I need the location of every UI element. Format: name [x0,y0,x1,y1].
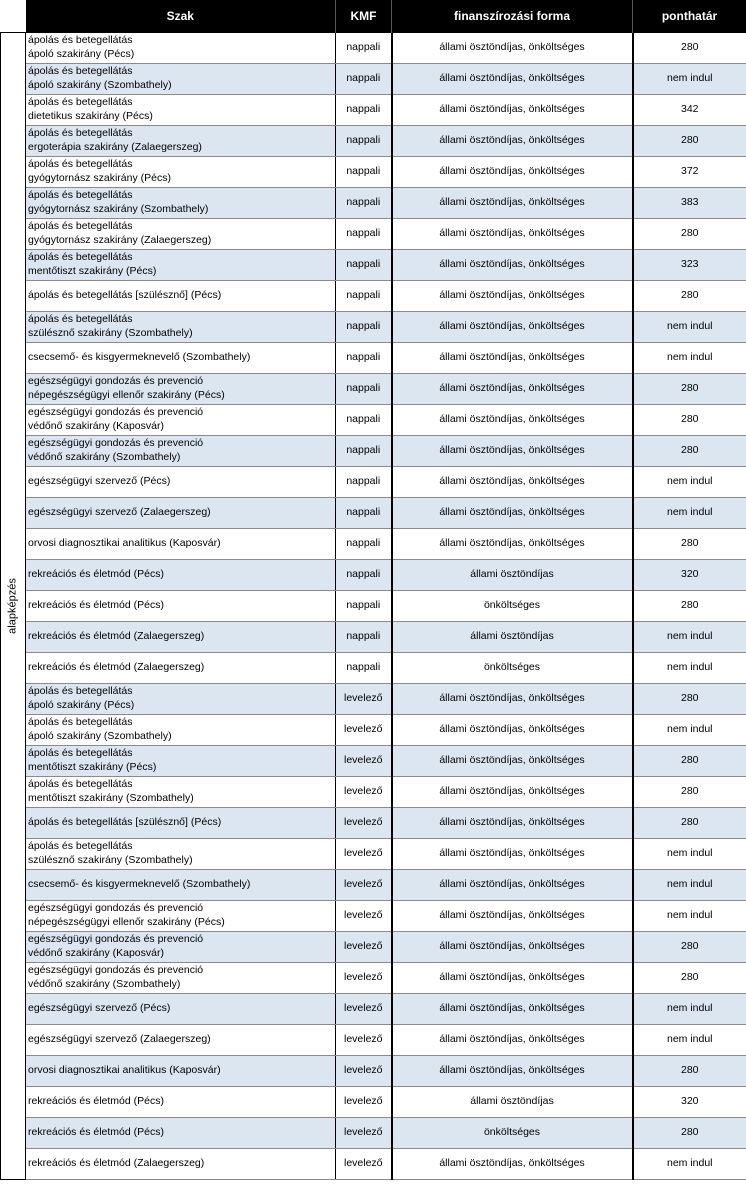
cell-ponthatar: nem indul [633,63,746,94]
szak-line-1: ápolás és betegellátás [28,189,133,201]
cell-ponthatar: nem indul [633,869,746,900]
cell-szak [26,590,336,621]
cell-kmf: nappali [336,94,392,125]
cell-finanszirozasi-forma: állami ösztöndíjas, önköltséges [392,869,633,900]
cell-ponthatar: nem indul [633,342,746,373]
cell-ponthatar: 280 [633,590,746,621]
szak-line-1: egészségügyi gondozás és prevenció [28,964,204,976]
cell-szak [26,838,336,869]
szak-line-1: rekreációs és életmód (Pécs) [28,598,164,611]
table-row [1,559,746,590]
table-row [1,1117,746,1148]
cell-szak [26,559,336,590]
cell-kmf: levelező [336,807,392,838]
cell-kmf: nappali [336,590,392,621]
cell-szak [26,1086,336,1117]
cell-finanszirozasi-forma: állami ösztöndíjas, önköltséges [392,466,633,497]
cell-kmf: levelező [336,1117,392,1148]
cell-finanszirozasi-forma: állami ösztöndíjas, önköltséges [392,745,633,776]
cell-kmf: nappali [336,621,392,652]
cell-finanszirozasi-forma: állami ösztöndíjas, önköltséges [392,156,633,187]
cell-szak [26,33,336,64]
cell-finanszirozasi-forma: állami ösztöndíjas, önköltséges [392,435,633,466]
szak-line-2: szülésznő szakirány (Szombathely) [28,853,193,866]
cell-finanszirozasi-forma: állami ösztöndíjas, önköltséges [392,962,633,993]
cell-ponthatar: 280 [633,373,746,404]
cell-finanszirozasi-forma: állami ösztöndíjas, önköltséges [392,311,633,342]
szak-line-2: dietetikus szakirány (Pécs) [28,109,153,122]
cell-szak [26,497,336,528]
table-row [1,1024,746,1055]
cell-szak [26,156,336,187]
cell-kmf: levelező [336,962,392,993]
szak-line-1: rekreációs és életmód (Zalaegerszeg) [28,629,205,642]
cell-kmf: nappali [336,559,392,590]
szak-line-2: ápoló szakirány (Pécs) [28,47,135,60]
szak-line-1: egészségügyi szervező (Zalaegerszeg) [28,505,211,518]
cell-szak [26,931,336,962]
szak-line-1: csecsemő- és kisgyermeknevelő (Szombathely) [28,350,251,363]
cell-szak [26,94,336,125]
table-row [1,342,746,373]
cell-kmf: levelező [336,1024,392,1055]
cell-szak [26,404,336,435]
cell-szak [26,869,336,900]
cell-kmf: levelező [336,869,392,900]
szak-line-1: ápolás és betegellátás [28,65,133,77]
cell-szak [26,528,336,559]
cell-szak [26,125,336,156]
cell-kmf: levelező [336,1055,392,1086]
cell-ponthatar: 280 [633,528,746,559]
header-kmf: KMF [336,0,392,33]
table-row [1,156,746,187]
table-row [1,714,746,745]
table-row [1,1055,746,1086]
cell-szak [26,962,336,993]
szak-line-2: népegészségügyi ellenőr szakirány (Pécs) [28,388,225,401]
table-row [1,125,746,156]
cell-kmf: nappali [336,373,392,404]
szak-line-2: mentőtiszt szakirány (Pécs) [28,264,157,277]
cell-finanszirozasi-forma: állami ösztöndíjas, önköltséges [392,125,633,156]
cell-finanszirozasi-forma: állami ösztöndíjas, önköltséges [392,280,633,311]
cell-kmf: nappali [336,125,392,156]
cell-ponthatar: 280 [633,931,746,962]
cell-ponthatar: 280 [633,745,746,776]
cell-ponthatar: nem indul [633,497,746,528]
szak-line-2: ergoterápia szakirány (Zalaegerszeg) [28,140,202,153]
szak-line-1: egészségügyi gondozás és prevenció [28,933,204,945]
szak-line-1: egészségügyi gondozás és prevenció [28,375,204,387]
cell-finanszirozasi-forma: állami ösztöndíjas, önköltséges [392,249,633,280]
cell-szak [26,807,336,838]
cell-finanszirozasi-forma: állami ösztöndíjas, önköltséges [392,931,633,962]
szak-line-2: védőnő szakirány (Kaposvár) [28,946,164,959]
szak-line-1: ápolás és betegellátás [28,778,133,790]
szak-line-2: védőnő szakirány (Kaposvár) [28,419,164,432]
cell-ponthatar: nem indul [633,621,746,652]
cell-ponthatar: nem indul [633,993,746,1024]
cell-szak [26,249,336,280]
header-szak: Szak [26,0,336,33]
cell-finanszirozasi-forma: állami ösztöndíjas, önköltséges [392,187,633,218]
header-finanszirozasi-forma: finanszírozási forma [392,0,633,33]
cell-finanszirozasi-forma: állami ösztöndíjas, önköltséges [392,373,633,404]
table-row [1,33,746,64]
szak-line-1: egészségügyi gondozás és prevenció [28,406,204,418]
table-row [1,621,746,652]
cell-ponthatar: 280 [633,404,746,435]
table-row [1,869,746,900]
cell-kmf: nappali [336,652,392,683]
szak-line-1: ápolás és betegellátás [szülésznő] (Pécs) [28,288,222,301]
table-row [1,63,746,94]
szak-line-1: rekreációs és életmód (Pécs) [28,567,164,580]
cell-kmf: nappali [336,311,392,342]
cell-finanszirozasi-forma: állami ösztöndíjas [392,1086,633,1117]
cell-ponthatar: 280 [633,33,746,64]
table-row [1,528,746,559]
cell-kmf: nappali [336,497,392,528]
szak-line-1: ápolás és betegellátás [28,96,133,108]
szak-line-1: orvosi diagnosztikai analitikus (Kaposvár) [28,1063,221,1076]
szak-line-2: gyógytornász szakirány (Szombathely) [28,202,209,215]
szak-line-1: egészségügyi szervező (Pécs) [28,474,171,487]
cell-szak [26,900,336,931]
cell-szak [26,621,336,652]
cell-kmf: levelező [336,1148,392,1179]
cell-finanszirozasi-forma: állami ösztöndíjas, önköltséges [392,218,633,249]
cell-ponthatar: 280 [633,280,746,311]
cell-szak [26,280,336,311]
cell-finanszirozasi-forma: állami ösztöndíjas, önköltséges [392,714,633,745]
szak-line-1: ápolás és betegellátás [28,685,133,697]
cell-ponthatar: 372 [633,156,746,187]
szak-line-1: ápolás és betegellátás [28,158,133,170]
cell-finanszirozasi-forma: állami ösztöndíjas [392,621,633,652]
cell-szak [26,745,336,776]
szak-line-1: egészségügyi gondozás és prevenció [28,902,204,914]
cell-szak [26,993,336,1024]
cell-finanszirozasi-forma: önköltséges [392,590,633,621]
szak-line-1: ápolás és betegellátás [28,34,133,46]
cell-kmf: nappali [336,280,392,311]
cell-finanszirozasi-forma: önköltséges [392,1117,633,1148]
szak-line-1: ápolás és betegellátás [szülésznő] (Pécs) [28,815,222,828]
szak-line-1: ápolás és betegellátás [28,220,133,232]
cell-kmf: levelező [336,683,392,714]
szak-line-1: orvosi diagnosztikai analitikus (Kaposvár) [28,536,221,549]
cell-finanszirozasi-forma: önköltséges [392,652,633,683]
cell-kmf: nappali [336,187,392,218]
cell-szak [26,714,336,745]
cell-ponthatar: 383 [633,187,746,218]
table-row [1,94,746,125]
szak-line-1: ápolás és betegellátás [28,251,133,263]
cell-ponthatar: 280 [633,776,746,807]
cell-kmf: nappali [336,218,392,249]
table-row [1,497,746,528]
cell-ponthatar: nem indul [633,311,746,342]
szak-line-1: rekreációs és életmód (Pécs) [28,1125,164,1138]
cell-finanszirozasi-forma: állami ösztöndíjas [392,559,633,590]
cell-kmf: levelező [336,838,392,869]
cell-kmf: nappali [336,249,392,280]
szak-line-2: gyógytornász szakirány (Zalaegerszeg) [28,233,212,246]
cell-kmf: nappali [336,466,392,497]
cell-ponthatar: nem indul [633,900,746,931]
szak-line-1: rekreációs és életmód (Zalaegerszeg) [28,1156,205,1169]
table-row [1,187,746,218]
cell-ponthatar: 280 [633,1117,746,1148]
cell-ponthatar: nem indul [633,1024,746,1055]
cell-ponthatar: 280 [633,1055,746,1086]
cell-kmf: nappali [336,342,392,373]
cell-kmf: levelező [336,714,392,745]
cell-szak [26,1055,336,1086]
szak-line-1: rekreációs és életmód (Pécs) [28,1094,164,1107]
szak-line-1: egészségügyi szervező (Zalaegerszeg) [28,1032,211,1045]
table-row [1,962,746,993]
table-row [1,807,746,838]
cell-kmf: nappali [336,435,392,466]
cell-szak [26,373,336,404]
table-row [1,435,746,466]
category-side-cell [1,33,26,1180]
cell-szak [26,652,336,683]
szak-line-1: ápolás és betegellátás [28,716,133,728]
cell-finanszirozasi-forma: állami ösztöndíjas, önköltséges [392,1055,633,1086]
table-row [1,404,746,435]
table-row [1,652,746,683]
cell-ponthatar: 280 [633,807,746,838]
table-row [1,683,746,714]
cell-ponthatar: nem indul [633,1148,746,1179]
cell-kmf: levelező [336,776,392,807]
szak-line-1: ápolás és betegellátás [28,747,133,759]
szak-line-1: ápolás és betegellátás [28,840,133,852]
header-ponthatar: ponthatár [633,0,746,33]
cell-szak [26,683,336,714]
szak-line-1: csecsemő- és kisgyermeknevelő (Szombathely) [28,877,251,890]
cell-ponthatar: nem indul [633,652,746,683]
table-row [1,745,746,776]
category-label: alapképzés [6,577,19,634]
header-blank-cell [1,0,26,33]
szak-line-2: ápoló szakirány (Szombathely) [28,729,172,742]
cell-ponthatar: 280 [633,962,746,993]
table-row [1,1086,746,1117]
table-row [1,776,746,807]
szak-line-2: ápoló szakirány (Pécs) [28,698,135,711]
cell-ponthatar: nem indul [633,466,746,497]
cell-ponthatar: 280 [633,218,746,249]
cell-finanszirozasi-forma: állami ösztöndíjas, önköltséges [392,776,633,807]
table-row [1,993,746,1024]
cell-kmf: levelező [336,931,392,962]
table-row [1,280,746,311]
cell-kmf: nappali [336,33,392,64]
szak-line-1: ápolás és betegellátás [28,313,133,325]
szak-line-2: népegészségügyi ellenőr szakirány (Pécs) [28,915,225,928]
szak-line-2: védőnő szakirány (Szombathely) [28,450,181,463]
cell-szak [26,435,336,466]
table-row [1,1148,746,1179]
szak-line-2: ápoló szakirány (Szombathely) [28,78,172,91]
cell-kmf: levelező [336,993,392,1024]
szak-line-1: ápolás és betegellátás [28,127,133,139]
cell-finanszirozasi-forma: állami ösztöndíjas, önköltséges [392,807,633,838]
szak-line-2: védőnő szakirány (Szombathely) [28,977,181,990]
cell-finanszirozasi-forma: állami ösztöndíjas, önköltséges [392,528,633,559]
cell-szak [26,1148,336,1179]
cell-finanszirozasi-forma: állami ösztöndíjas, önköltséges [392,900,633,931]
header-row [1,0,746,33]
cell-kmf: levelező [336,1086,392,1117]
szak-line-1: rekreációs és életmód (Zalaegerszeg) [28,660,205,673]
cell-szak [26,218,336,249]
table-row [1,931,746,962]
cell-ponthatar: 342 [633,94,746,125]
cell-szak [26,63,336,94]
szak-line-2: gyógytornász szakirány (Pécs) [28,171,171,184]
cell-ponthatar: 320 [633,1086,746,1117]
cell-finanszirozasi-forma: állami ösztöndíjas, önköltséges [392,838,633,869]
cell-ponthatar: 280 [633,435,746,466]
cell-szak [26,776,336,807]
cell-ponthatar: nem indul [633,838,746,869]
szak-line-2: mentőtiszt szakirány (Szombathely) [28,791,194,804]
cell-szak [26,466,336,497]
table-row [1,218,746,249]
szak-line-2: szülésznő szakirány (Szombathely) [28,326,193,339]
cell-kmf: nappali [336,63,392,94]
table-row [1,838,746,869]
cell-kmf: nappali [336,528,392,559]
szak-line-2: mentőtiszt szakirány (Pécs) [28,760,157,773]
table-row [1,249,746,280]
table-body [1,33,746,1180]
cell-finanszirozasi-forma: állami ösztöndíjas, önköltséges [392,1148,633,1179]
cell-finanszirozasi-forma: állami ösztöndíjas, önköltséges [392,63,633,94]
table-row [1,900,746,931]
cell-finanszirozasi-forma: állami ösztöndíjas, önköltséges [392,497,633,528]
table-row [1,373,746,404]
cell-finanszirozasi-forma: állami ösztöndíjas, önköltséges [392,993,633,1024]
cell-finanszirozasi-forma: állami ösztöndíjas, önköltséges [392,1024,633,1055]
cell-finanszirozasi-forma: állami ösztöndíjas, önköltséges [392,33,633,64]
cell-finanszirozasi-forma: állami ösztöndíjas, önköltséges [392,683,633,714]
cell-kmf: levelező [336,745,392,776]
cell-szak [26,187,336,218]
cell-kmf: nappali [336,404,392,435]
cell-ponthatar: nem indul [633,714,746,745]
cell-szak [26,1024,336,1055]
cell-finanszirozasi-forma: állami ösztöndíjas, önköltséges [392,404,633,435]
cell-kmf: levelező [336,900,392,931]
table-row [1,466,746,497]
table-row [1,590,746,621]
cell-ponthatar: 280 [633,683,746,714]
cell-szak [26,342,336,373]
cell-kmf: nappali [336,156,392,187]
cell-szak [26,311,336,342]
cell-ponthatar: 320 [633,559,746,590]
szak-line-1: egészségügyi szervező (Pécs) [28,1001,171,1014]
cell-ponthatar: 323 [633,249,746,280]
cell-szak [26,1117,336,1148]
table-row [1,311,746,342]
szak-line-1: egészségügyi gondozás és prevenció [28,437,204,449]
cell-finanszirozasi-forma: állami ösztöndíjas, önköltséges [392,342,633,373]
cell-finanszirozasi-forma: állami ösztöndíjas, önköltséges [392,94,633,125]
cell-ponthatar: 280 [633,125,746,156]
